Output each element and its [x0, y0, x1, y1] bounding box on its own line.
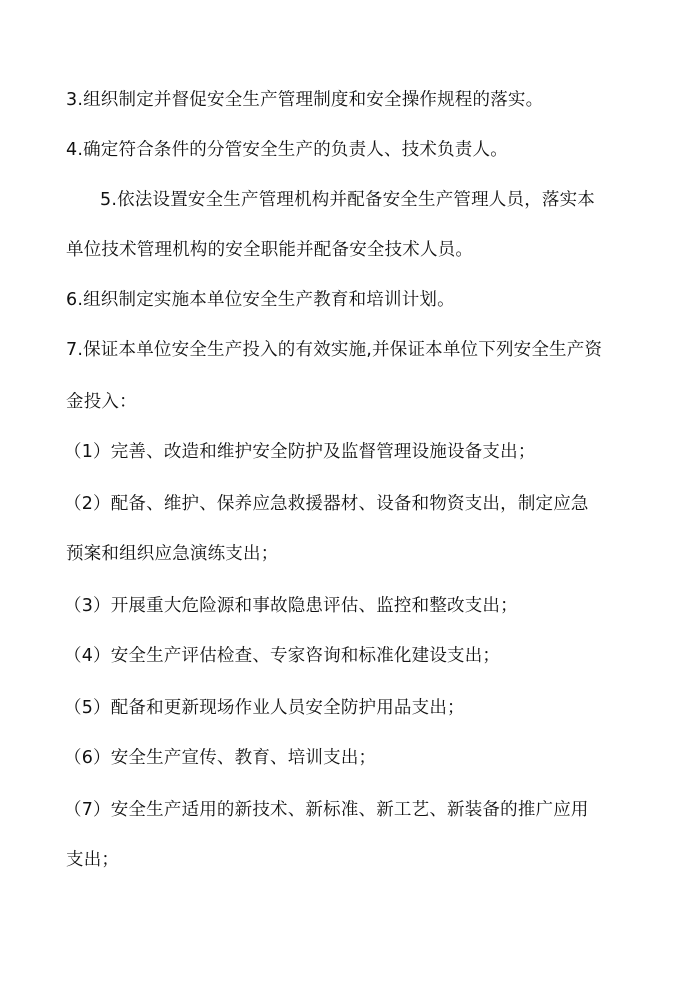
list-item: （4）安全生产评估检查、专家咨询和标准化建设支出； [64, 646, 501, 666]
paragraph-line: 支出； [66, 850, 120, 870]
list-item: （3）开展重大危险源和事故隐患评估、监控和整改支出； [64, 596, 518, 616]
paragraph-line: 5.依法设置安全生产管理机构并配备安全生产管理人员，落实本 [100, 190, 595, 210]
paragraph-line: 7.保证本单位安全生产投入的有效实施,并保证本单位下列安全生产资 [66, 340, 603, 360]
list-item: （6）安全生产宣传、教育、培训支出； [64, 748, 377, 768]
paragraph-line: 金投入： [66, 392, 137, 412]
list-item: （2）配备、维护、保养应急救援器材、设备和物资支出，制定应急 [64, 494, 589, 514]
paragraph-line: 6.组织制定实施本单位安全生产教育和培训计划。 [66, 290, 455, 310]
list-item: （1）完善、改造和维护安全防护及监督管理设施设备支出； [64, 442, 536, 462]
list-item: （5）配备和更新现场作业人员安全防护用品支出； [64, 698, 465, 718]
paragraph-line: 3.组织制定并督促安全生产管理制度和安全操作规程的落实。 [66, 90, 544, 110]
paragraph-line: 4.确定符合条件的分管安全生产的负责人、技术负责人。 [66, 140, 508, 160]
list-item: （7）安全生产适用的新技术、新标准、新工艺、新装备的推广应用 [64, 800, 589, 820]
paragraph-line: 单位技术管理机构的安全职能并配备安全技术人员。 [66, 240, 474, 260]
paragraph-line: 预案和组织应急演练支出； [66, 544, 279, 564]
